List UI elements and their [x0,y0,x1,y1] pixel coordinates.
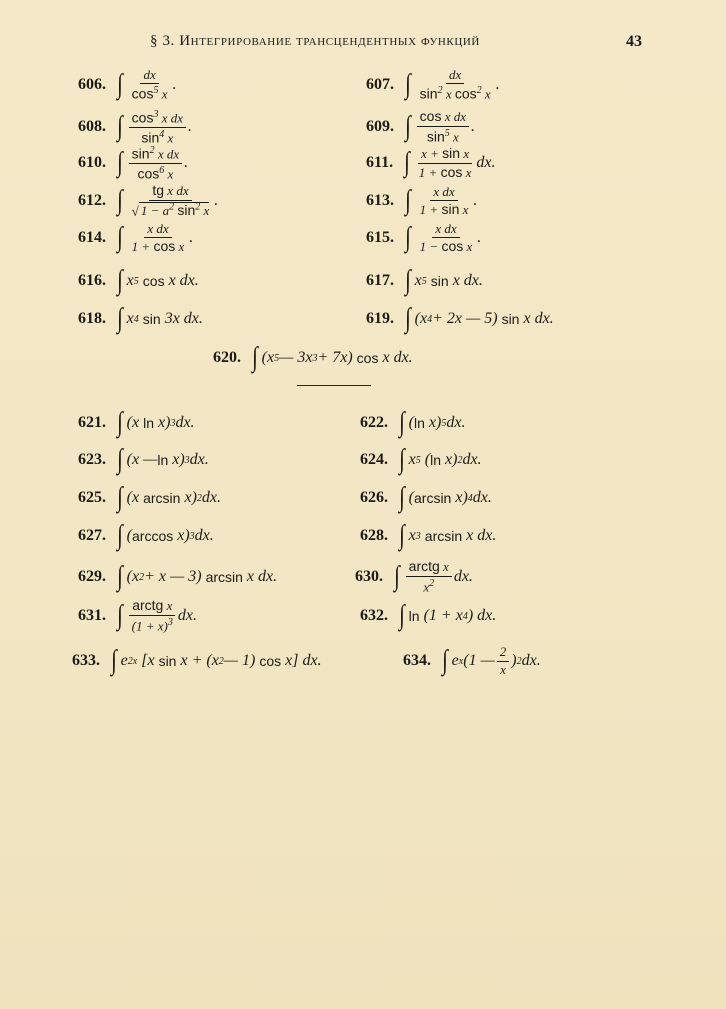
problem-612 [78,182,218,220]
problem-expression: ∫ $\frac{\text{arctg x}}{(1 + x)^3}$ dx. [116,597,197,634]
problem-expression: ∫ x 5 ( ln x) 2 dx. [398,444,482,475]
problem-number: 611. [366,154,394,171]
problem-626 [360,479,492,517]
problem-613 [366,182,477,220]
problem-629 [78,558,277,596]
problem-number: 613. [366,192,394,209]
problem-expression: ∫ $\frac{\text{arctg x}}{x^2}$ dx. [393,558,473,595]
problem-617 [366,262,483,300]
problem-expression: ∫ x 3 arcsin x dx. [398,520,497,551]
problem-expression: ∫ e x (1 — $\frac{2}{x}$ ) 2 dx. [441,644,541,677]
problem-expression: ∫ x 5 cos x dx. [116,265,199,296]
problem-number: 630. [355,568,383,585]
problem-609 [366,108,475,146]
problem-622 [360,404,465,442]
problem-number: 625. [78,489,106,506]
problem-expression: ∫ (x arcsin x) 2 dx. [116,482,222,513]
problem-expression: ∫ x 5 sin x dx. [404,265,483,296]
problem-expression: ∫ e 2x [x sin x + (x 2 — 1) cos x] dx. [110,645,322,676]
section-divider [297,385,371,386]
problem-expression: ∫ $\frac{dx}{\cos^5 x}$ . [116,66,177,102]
problem-618 [78,300,203,338]
problem-632 [360,597,496,635]
problem-number: 634. [403,652,431,669]
problem-624 [360,441,482,479]
problem-number: 612. [78,192,106,209]
problem-expression: ∫ (x 4 + 2x — 5) sin x dx. [404,303,554,334]
problem-619 [366,300,554,338]
problem-number: 609. [366,118,394,135]
problem-expression: ∫ $\frac{\sin^2 x dx}{\cos^6 x}$ . [116,144,189,181]
problem-expression: ∫ (x ln x) 3 dx. [116,407,195,438]
problem-expression: ∫ $\frac{dx}{\sin^2 x \cos^2 x}$ . [404,66,500,102]
problem-607 [366,66,500,104]
problem-number: 607. [366,76,394,93]
problem-expression: ∫ (x 2 + x — 3) arcsin x dx. [116,561,278,592]
problem-634 [403,642,541,680]
problem-expression: ∫ $\frac{\text{x dx}}{\text{1 + cos x}}$ . [116,220,194,254]
problem-expression: ∫ $\frac{\text{x dx}}{\text{1 − cos x}}$ . [404,220,482,254]
problem-expression: ∫ $\frac{\text{x dx}}{\text{1 + sin x}}$ . [404,183,478,217]
problem-number: 629. [78,568,106,585]
problem-number: 628. [360,527,388,544]
problem-expression: ∫ $\frac{\text{tg x dx}}{√ 1 - a^2 \sin^2 x}$ . [116,182,219,219]
problem-number: 624. [360,451,388,468]
problem-number: 622. [360,414,388,431]
problem-number: 606. [78,76,106,93]
problem-number: 620. [213,349,241,366]
problem-608 [78,108,192,146]
running-header [0,33,726,55]
problem-610 [78,144,188,182]
problem-616 [78,262,199,300]
problem-number: 615. [366,229,394,246]
problem-expression: ∫ (x 5 — 3x 3 + 7x) cos x dx. [251,342,413,373]
problem-expression: ∫ ( arccos x) 3 dx. [116,520,214,551]
problem-633 [72,642,322,680]
section-title: § 3. Интегрирование трансцендентных функций [150,33,480,49]
problem-number: 633. [72,652,100,669]
problem-number: 621. [78,414,106,431]
problem-expression: ∫ ( arcsin x) 4 dx. [398,482,492,513]
problem-number: 614. [78,229,106,246]
problem-615 [366,219,481,257]
problem-623 [78,441,209,479]
problem-expression: ∫ $\frac{\cos^3 x dx}{\sin^4 x}$ . [116,108,193,145]
problem-number: 632. [360,607,388,624]
problem-number: 623. [78,451,106,468]
problem-611 [366,144,496,182]
problem-630 [355,558,473,596]
problem-number: 608. [78,118,106,135]
problem-621 [78,404,195,442]
problem-627 [78,517,214,555]
problem-expression: ∫ ln (1 + x 4 ) dx. [398,600,497,631]
problem-expression: ∫ (x — ln x) 3 dx. [116,444,209,475]
problem-number: 616. [78,272,106,289]
problem-620 [213,339,413,377]
problem-number: 618. [78,310,106,327]
problem-expression: ∫ x 4 sin 3x dx. [116,303,203,334]
problem-number: 631. [78,607,106,624]
problem-expression: ∫ $\frac{\text{x + sin x}}{\text{1 + cos x}}$ dx. [404,145,496,180]
problem-number: 610. [78,154,106,171]
problem-628 [360,517,496,555]
problem-614 [78,219,193,257]
problem-number: 617. [366,272,394,289]
problem-expression: ∫ $\frac{\text{cos x dx}}{\sin^5 x}$ . [404,108,476,145]
page-number: 43 [626,33,642,50]
problem-631 [78,597,197,635]
problem-625 [78,479,221,517]
problem-number: 619. [366,310,394,327]
problem-expression: ∫ ( ln x) 5 dx. [398,407,466,438]
problem-606 [78,66,177,104]
problem-number: 627. [78,527,106,544]
problem-number: 626. [360,489,388,506]
